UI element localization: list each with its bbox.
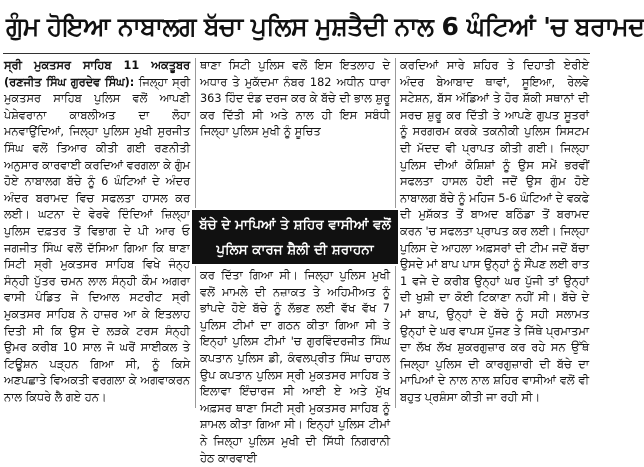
callout-line-2: ਪੁਲਿਸ ਕਾਰਜ ਸ਼ੈਲੀ ਦੀ ਸ਼ਰਾਹਨਾ: [216, 242, 374, 258]
callout-box: [190, 208, 400, 266]
column-2-top: [200, 58, 390, 140]
dateline: ਸ੍ਰੀ ਮੁਕਤਸਰ ਸਾਹਿਬ 11 ਅਕਤੂਬਰ (ਰਣਜੀਤ ਸਿੰਘ ਗੁਰਦੇਵ ਸਿੰਘ):: [4, 59, 190, 89]
column-2-top-text: ਥਾਣਾ ਸਿਟੀ ਪੁਲਿਸ ਵਲੋਂ ਇਸ ਇਤਲਾਹ ਦੇ ਅਧਾਰ ਤੇ ਮੁਕੱਦਮਾ ਨੰਬਰ 182 ਅਧੀਨ ਧਾਰਾ 363 ਹਿੰਦ ਦੰਡ ਦਰਜ ਕਰ ਕੇ ਬੱਚੇ ਦੀ ਭਾਲ ਸ਼ੁਰੂ ਕਰ ਦਿੱਤੀ ਸੀ ਅਤੇ ਨਾਲ ਹੀ ਇਸ ਸਬੰਧੀ ਜਿਲ੍ਹਾ ਪੁਲਿਸ ਮੁਖੀ ਨੂੰ ਸੂਚਿਤ: [200, 59, 390, 139]
column-3: [400, 58, 589, 408]
column-3-text: ਕਰਦਿਆਂ ਸਾਰੇ ਸ਼ਹਿਰ ਤੇ ਦਿਹਾਤੀ ਏਰੀਏ ਅੰਦਰ ਬੇਆਬਾਦ ਥਾਵਾਂ, ਸੂਇਆ, ਰੇਲਵੇ ਸਟੇਸ਼ਨ, ਬੱਸ ਅੱਡਿਆਂ ਤੇ ਹੋਰ ਸ਼ੱਕੀ ਸਥਾਨਾਂ ਦੀ ਸਰਚ ਸ਼ੁਰੂ ਕਰ ਦਿੱਤੀ ਤੇ ਆਪਣੇ ਗੁਪਤ ਸੂਤਰਾਂ ਨੂੰ ਸਰਗਰਮ ਕਰਕੇ ਤਕਨੀਕੀ ਪੁਲਿਸ ਸਿਸਟਮ ਦੀ ਮੱਦਦ ਵੀ ਪ੍ਰਾਪਤ ਕੀਤੀ ਗਈ। ਜਿਲ੍ਹਾ ਪੁਲਿਸ ਦੀਆਂ ਕੋਸ਼ਿਸ਼ਾਂ ਨੂੰ ਉਸ ਸਮੇਂ ਭਰਵੀਂ ਸਫਲਤਾ ਹਾਸਲ ਹੋਈ ਜਦੋਂ ਉਸ ਗੁੰਮ ਹੋਏ ਨਾਬਾਲਗ ਬੱਚੇ ਨੂੰ ਮਹਿਜ 5-6 ਘੰਟਿਆਂ ਦੇ ਵਕਫੇ ਦੀ ਮੁਸ਼ੱਕਤ ਤੋਂ ਬਾਅਦ ਬਠਿੰਡਾ ਤੋਂ ਬਰਾਮਦ ਕਰਨ 'ਚ ਸਫਲਤਾ ਪ੍ਰਾਪਤ ਕਰ ਲਈ। ਜਿਲ੍ਹਾ ਪੁਲਿਸ ਦੇ ਆਹਲਾ ਅਫ਼ਸਰਾਂ ਦੀ ਟੀਮ ਜਦੋਂ ਬੱਚਾ ਉਸਦੇ ਮਾਂ ਬਾਪ ਪਾਸ ਉਨ੍ਹਾਂ ਨੂੰ ਸੌਂਪਣ ਲਈ ਰਾਤ 1 ਵਜੇ ਦੇ ਕਰੀਬ ਉਨ੍ਹਾਂ ਘਰ ਪੁੱਜੀ ਤਾਂ ਉਨ੍ਹਾਂ ਦੀ ਖੁਸ਼ੀ ਦਾ ਕੋਈ ਟਿਕਾਣਾ ਨਹੀਂ ਸੀ। ਬੱਚੇ ਦੇ ਮਾਂ ਬਾਪ, ਉਨ੍ਹਾਂ ਦੇ ਬੱਚੇ ਨੂੰ ਸਹੀ ਸਲਾਮਤ ਉਨ੍ਹਾਂ ਦੇ ਘਰ ਵਾਪਸ ਪੁੱਜਣ ਤੇ ਜਿੱਥੇ ਪ੍ਰਮਾਤਮਾ ਦਾ ਲੱਖ ਲੱਖ ਸ਼ੁਕਰਗੁਜ਼ਾਰ ਕਰ ਰਹੇ ਸਨ ਉੱਥੇ ਜਿਲ੍ਹਾ ਪੁਲਿਸ ਦੀ ਕਾਰਗੁਜ਼ਾਰੀ ਦੀ ਬੱਚੇ ਦਾ ਮਾਪਿਆਂ ਦੇ ਨਾਲ ਨਾਲ ਸ਼ਹਿਰ ਵਾਸੀਆਂ ਵਲੋਂ ਵੀ ਬਹੁਤ ਪ੍ਰਸ਼ੰਸਾ ਕੀਤੀ ਜਾ ਰਹੀ ਸੀ।: [400, 59, 589, 404]
headline: ਗੁੰਮ ਹੋਇਆ ਨਾਬਾਲਗ ਬੱਚਾ ਪੁਲਿਸ ਮੁਸ਼ਤੈਦੀ ਨਾਲ 6 ਘੰਟਿਆਂ 'ਚ ਬਰਾਮਦ: [6, 12, 644, 41]
column-1-text: [4, 58, 190, 406]
column-2-bottom-text: ਕਰ ਦਿੱਤਾ ਗਿਆ ਸੀ। ਜਿਲ੍ਹਾ ਪੁਲਿਸ ਮੁਖੀ ਵਲੋਂ ਮਾਮਲੇ ਦੀ ਨਜ਼ਾਕਤ ਤੇ ਅਹਿਮੀਅਤ ਨੂੰ ਭਾਂਪਦੇ ਹੋਏ ਬੱਚੇ ਨੂੰ ਲੱਭਣ ਲਈ ਵੱਖ ਵੱਖ 7 ਪੁਲਿਸ ਟੀਮਾਂ ਦਾ ਗਠਨ ਕੀਤਾ ਗਿਆ ਸੀ ਤੇ ਇਨ੍ਹਾਂ ਪੁਲਿਸ ਟੀਮਾਂ 'ਚ ਗੁਰਵਿੰਦਰਜੀਤ ਸਿੰਘ ਕਪਤਾਨ ਪੁਲਿਸ ਡੀ, ਕੰਵਲਪ੍ਰੀਤ ਸਿੰਘ ਚਾਹਲ ਉਪ ਕਪਤਾਨ ਪੁਲਿਸ ਸ੍ਰੀ ਮੁਕਤਸਰ ਸਾਹਿਬ ਤੇ ਇਲਾਵਾ ਇੰਚਾਰਜ ਸੀ ਆਈ ਏ ਅਤੇ ਮੁੱਖ ਅਫ਼ਸਰ ਥਾਣਾ ਸਿਟੀ ਸ੍ਰੀ ਮੁਕਤਸਰ ਸਾਹਿਬ ਨੂੰ ਸ਼ਾਮਲ ਕੀਤਾ ਗਿਆ ਸੀ। ਇਨ੍ਹਾਂ ਪੁਲਿਸ ਟੀਮਾਂ ਨੇ ਜਿਲ੍ਹਾ ਪੁਲਿਸ ਮੁਖੀ ਦੀ ਸਿੱਧੀ ਨਿਗਰਾਨੀ ਹੇਠ ਕਾਰਵਾਈ: [200, 269, 390, 465]
column-2-bottom: [200, 268, 390, 465]
headline-divider: [3, 53, 590, 54]
column-1: [4, 58, 190, 408]
column-1-body: ਜਿਲ੍ਹਾ ਸ੍ਰੀ ਮੁਕਤਸਰ ਸਾਹਿਬ ਪੁਲਿਸ ਵਲੋਂ ਆਪਣੀ ਪੇਸ਼ੇਵਰਾਨਾ ਕਾਬਲੀਅਤ ਦਾ ਲੋਹਾ ਮਨਵਾਉਂਦਿਆਂ, ਜਿਲ੍ਹਾ ਪੁਲਿਸ ਮੁਖੀ ਸੁਰਜੀਤ ਸਿੰਘ ਵਲੋਂ ਤਿਆਰ ਕੀਤੀ ਗਈ ਰਣਨੀਤੀ ਅਨੁਸਾਰ ਕਾਰਵਾਈ ਕਰਦਿਆਂ ਵਰਗਲਾ ਕੇ ਗੁੰਮ ਹੋਏ ਨਾਬਾਲਗ ਬੱਚੇ ਨੂੰ 6 ਘੰਟਿਆਂ ਦੇ ਅੰਦਰ ਅੰਦਰ ਬਰਾਮਦ ਵਿਚ ਸਫਲਤਾ ਹਾਸਲ ਕਰ ਲਈ। ਘਟਨਾ ਦੇ ਵੇਰਵੇ ਦਿੰਦਿਆਂ ਜ਼ਿਲ੍ਹਾ ਪੁਲਿਸ ਦਫ਼ਤਰ ਤੋਂ ਵਿਭਾਗ ਦੇ ਪੀ ਆਰ ਓ ਜਗਜੀਤ ਸਿੰਘ ਵਲੋਂ ਦੱਸਿਆ ਗਿਆ ਕਿ ਥਾਣਾ ਸਿਟੀ ਸ੍ਰੀ ਮੁਕਤਸਰ ਸਾਹਿਬ ਵਿਖੇ ਜੰਨ੍ਹ ਸੰਨ੍ਹੀ ਪੁੱਤਰ ਚਮਨ ਲਾਲ ਸੰਨ੍ਹੀ ਕੌਮ ਅਗਰਾ ਵਾਸੀ ਪੰਡਿਤ ਜੇ ਦਿਆਲ ਸਟਰੀਟ ਸ੍ਰੀ ਮੁਕਤਸਰ ਸਾਹਿਬ ਨੇ ਹਾਜ਼ਰ ਆ ਕੇ ਇਤਲਾਹ ਦਿਤੀ ਸੀ ਕਿ ਉਸ ਦੇ ਲੜਕੇ ਟਰਸ ਸੰਨ੍ਹੀ ਉਮਰ ਕਰੀਬ 10 ਸਾਲ ਜੋ ਘਰੋਂ ਸਾਈਕਲ ਤੇ ਟਿਊਸ਼ਨ ਪੜ੍ਹਨ ਗਿਆ ਸੀ, ਨੂੰ ਕਿਸੇ ਅਣਪਛਾਤੇ ਵਿਅਕਤੀ ਵਰਗਲਾ ਕੇ ਅਗਵਾਕਰਨ ਨਾਲ ਕਿਧਰੇ ਲੈ ਗਏ ਹਨ।: [4, 75, 191, 404]
article-body: [4, 58, 589, 465]
callout-line-1: ਬੱਚੇ ਦੇ ਮਾਪਿਆਂ ਤੇ ਸ਼ਹਿਰ ਵਾਸੀਆਂ ਵਲੋਂ: [199, 217, 391, 233]
